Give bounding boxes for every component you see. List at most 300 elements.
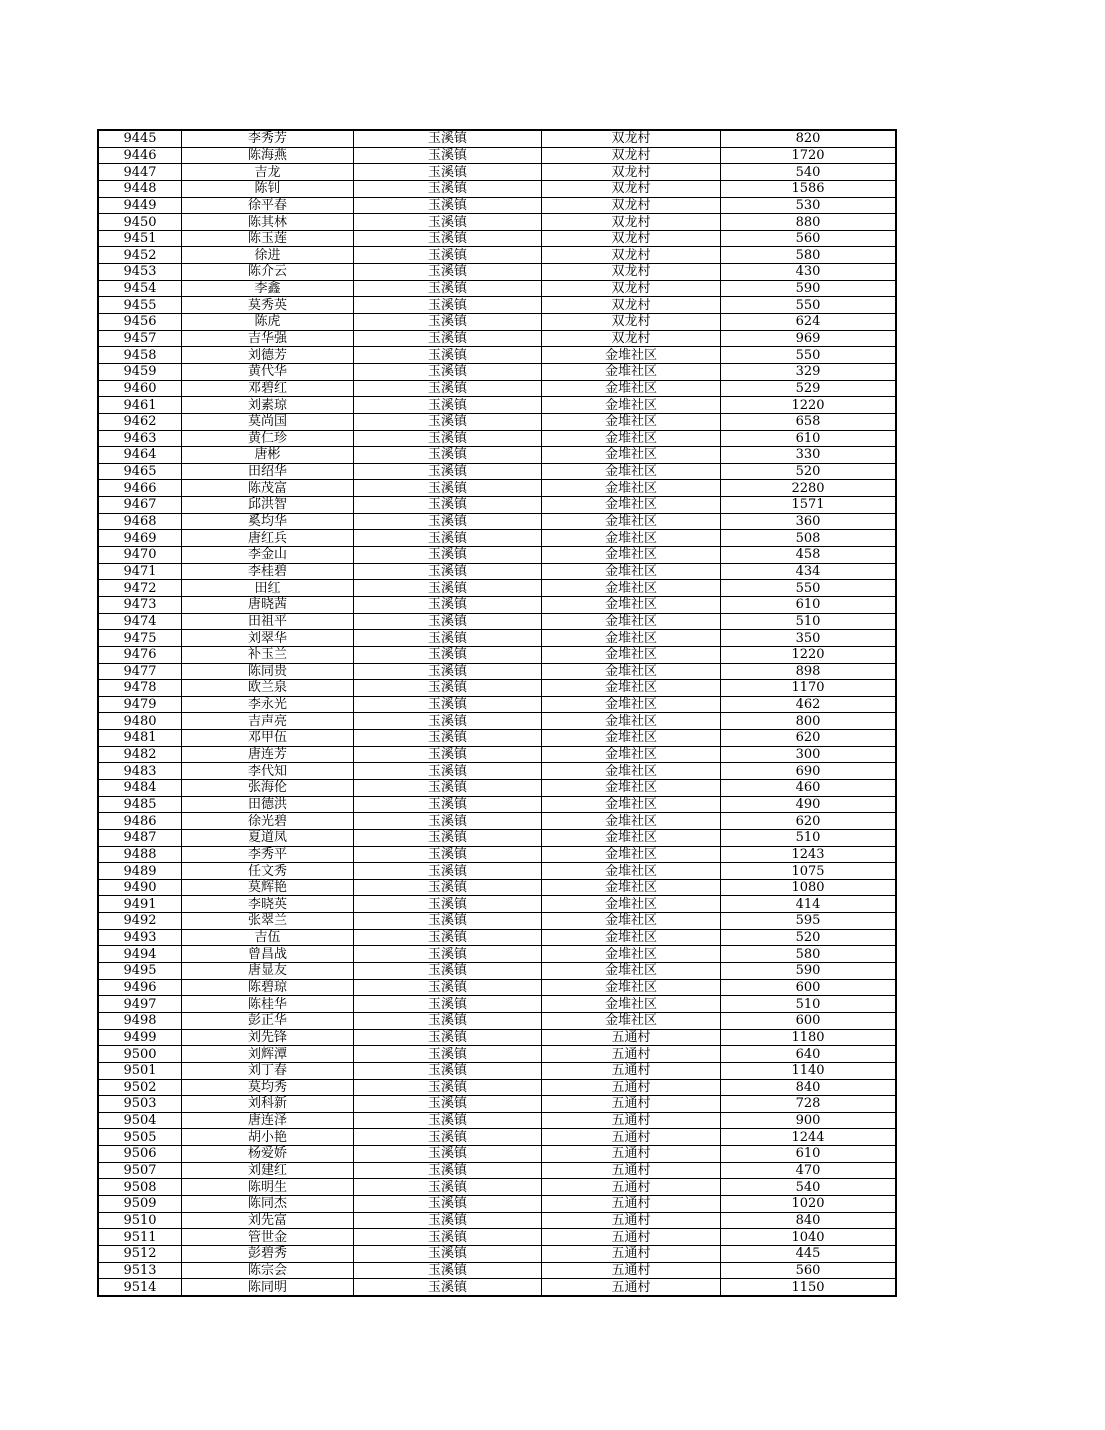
- village-cell: 双龙村: [542, 147, 721, 164]
- amount-cell: 969: [721, 330, 897, 347]
- table-row: [98, 946, 896, 963]
- name-cell: 陈同明: [182, 1279, 354, 1296]
- village-cell: 双龙村: [542, 164, 721, 181]
- table-row: [98, 896, 896, 913]
- row-number-cell: 9512: [98, 1245, 182, 1262]
- village-cell: 金堆社区: [542, 696, 721, 713]
- table-row: [98, 380, 896, 397]
- amount-cell: 1586: [721, 180, 897, 197]
- amount-cell: 510: [721, 829, 897, 846]
- town-cell: 玉溪镇: [354, 879, 542, 896]
- row-number-cell: 9492: [98, 913, 182, 930]
- amount-cell: 595: [721, 913, 897, 930]
- town-cell: 玉溪镇: [354, 896, 542, 913]
- name-cell: 陈明生: [182, 1179, 354, 1196]
- town-cell: 玉溪镇: [354, 563, 542, 580]
- amount-cell: 620: [721, 730, 897, 747]
- table-row: [98, 713, 896, 730]
- table-row: [98, 813, 896, 830]
- town-cell: 玉溪镇: [354, 996, 542, 1013]
- town-cell: 玉溪镇: [354, 646, 542, 663]
- name-cell: 吉龙: [182, 164, 354, 181]
- row-number-cell: 9484: [98, 779, 182, 796]
- name-cell: 陈茂富: [182, 480, 354, 497]
- table-row: [98, 280, 896, 297]
- name-cell: 刘丁春: [182, 1062, 354, 1079]
- row-number-cell: 9472: [98, 580, 182, 597]
- table-row: [98, 480, 896, 497]
- table-row: [98, 913, 896, 930]
- town-cell: 玉溪镇: [354, 413, 542, 430]
- table-row: [98, 979, 896, 996]
- village-cell: 金堆社区: [542, 863, 721, 880]
- row-number-cell: 9514: [98, 1279, 182, 1296]
- village-cell: 金堆社区: [542, 979, 721, 996]
- village-cell: 金堆社区: [542, 397, 721, 414]
- amount-cell: 728: [721, 1096, 897, 1113]
- table-row: [98, 563, 896, 580]
- name-cell: 杨爱娇: [182, 1146, 354, 1163]
- town-cell: 玉溪镇: [354, 214, 542, 231]
- village-cell: 金堆社区: [542, 913, 721, 930]
- name-cell: 刘先锋: [182, 1029, 354, 1046]
- row-number-cell: 9481: [98, 730, 182, 747]
- row-number-cell: 9469: [98, 530, 182, 547]
- table-row: [98, 1079, 896, 1096]
- table-row: [98, 363, 896, 380]
- name-cell: 李晓英: [182, 896, 354, 913]
- table-row: [98, 996, 896, 1013]
- table-row: [98, 430, 896, 447]
- village-cell: 五通村: [542, 1129, 721, 1146]
- village-cell: 五通村: [542, 1162, 721, 1179]
- village-cell: 金堆社区: [542, 730, 721, 747]
- row-number-cell: 9503: [98, 1096, 182, 1113]
- town-cell: 玉溪镇: [354, 1212, 542, 1229]
- village-cell: 金堆社区: [542, 713, 721, 730]
- table-row: [98, 463, 896, 480]
- row-number-cell: 9460: [98, 380, 182, 397]
- town-cell: 玉溪镇: [354, 763, 542, 780]
- town-cell: 玉溪镇: [354, 979, 542, 996]
- row-number-cell: 9474: [98, 613, 182, 630]
- row-number-cell: 9446: [98, 147, 182, 164]
- table-row: [98, 230, 896, 247]
- row-number-cell: 9508: [98, 1179, 182, 1196]
- name-cell: 彭正华: [182, 1012, 354, 1029]
- row-number-cell: 9499: [98, 1029, 182, 1046]
- row-number-cell: 9498: [98, 1012, 182, 1029]
- village-cell: 金堆社区: [542, 680, 721, 697]
- row-number-cell: 9467: [98, 497, 182, 514]
- name-cell: 夏道凤: [182, 829, 354, 846]
- town-cell: 玉溪镇: [354, 430, 542, 447]
- village-cell: 金堆社区: [542, 846, 721, 863]
- amount-cell: 540: [721, 1179, 897, 1196]
- name-cell: 李代知: [182, 763, 354, 780]
- town-cell: 玉溪镇: [354, 596, 542, 613]
- table-row: [98, 1062, 896, 1079]
- name-cell: 奚均华: [182, 513, 354, 530]
- table-row: [98, 863, 896, 880]
- row-number-cell: 9463: [98, 430, 182, 447]
- name-cell: 吉伍: [182, 929, 354, 946]
- name-cell: 李永光: [182, 696, 354, 713]
- village-cell: 双龙村: [542, 264, 721, 281]
- data-sheet: [97, 129, 897, 1297]
- village-cell: 金堆社区: [542, 413, 721, 430]
- town-cell: 玉溪镇: [354, 613, 542, 630]
- village-cell: 双龙村: [542, 197, 721, 214]
- table-row: [98, 1262, 896, 1279]
- village-cell: 金堆社区: [542, 530, 721, 547]
- town-cell: 玉溪镇: [354, 1012, 542, 1029]
- village-cell: 金堆社区: [542, 829, 721, 846]
- town-cell: 玉溪镇: [354, 680, 542, 697]
- name-cell: 李金山: [182, 547, 354, 564]
- amount-cell: 1080: [721, 879, 897, 896]
- name-cell: 李桂碧: [182, 563, 354, 580]
- village-cell: 金堆社区: [542, 746, 721, 763]
- town-cell: 玉溪镇: [354, 1062, 542, 1079]
- row-number-cell: 9449: [98, 197, 182, 214]
- table-row: [98, 347, 896, 364]
- row-number-cell: 9506: [98, 1146, 182, 1163]
- row-number-cell: 9479: [98, 696, 182, 713]
- table-row: [98, 297, 896, 314]
- amount-cell: 800: [721, 713, 897, 730]
- village-cell: 金堆社区: [542, 946, 721, 963]
- name-cell: 张海伦: [182, 779, 354, 796]
- amount-cell: 1075: [721, 863, 897, 880]
- town-cell: 玉溪镇: [354, 280, 542, 297]
- name-cell: 莫尚国: [182, 413, 354, 430]
- name-cell: 陈桂华: [182, 996, 354, 1013]
- name-cell: 陈同贵: [182, 663, 354, 680]
- town-cell: 玉溪镇: [354, 1146, 542, 1163]
- town-cell: 玉溪镇: [354, 347, 542, 364]
- table-row: [98, 330, 896, 347]
- amount-cell: 1140: [721, 1062, 897, 1079]
- town-cell: 玉溪镇: [354, 1079, 542, 1096]
- table-row: [98, 596, 896, 613]
- town-cell: 玉溪镇: [354, 463, 542, 480]
- amount-cell: 434: [721, 563, 897, 580]
- town-cell: 玉溪镇: [354, 929, 542, 946]
- row-number-cell: 9493: [98, 929, 182, 946]
- amount-cell: 1243: [721, 846, 897, 863]
- table-row: [98, 1229, 896, 1246]
- name-cell: 李秀芳: [182, 130, 354, 147]
- name-cell: 陈介云: [182, 264, 354, 281]
- row-number-cell: 9494: [98, 946, 182, 963]
- village-cell: 金堆社区: [542, 480, 721, 497]
- town-cell: 玉溪镇: [354, 1262, 542, 1279]
- row-number-cell: 9461: [98, 397, 182, 414]
- village-cell: 五通村: [542, 1262, 721, 1279]
- name-cell: 唐连泽: [182, 1112, 354, 1129]
- amount-cell: 600: [721, 979, 897, 996]
- row-number-cell: 9455: [98, 297, 182, 314]
- row-number-cell: 9473: [98, 596, 182, 613]
- row-number-cell: 9501: [98, 1062, 182, 1079]
- amount-cell: 1180: [721, 1029, 897, 1046]
- town-cell: 玉溪镇: [354, 696, 542, 713]
- amount-cell: 550: [721, 347, 897, 364]
- table-row: [98, 264, 896, 281]
- amount-cell: 1220: [721, 646, 897, 663]
- name-cell: 徐进: [182, 247, 354, 264]
- name-cell: 李秀平: [182, 846, 354, 863]
- name-cell: 刘辉潭: [182, 1046, 354, 1063]
- row-number-cell: 9471: [98, 563, 182, 580]
- village-cell: 双龙村: [542, 230, 721, 247]
- row-number-cell: 9477: [98, 663, 182, 680]
- town-cell: 玉溪镇: [354, 547, 542, 564]
- village-cell: 双龙村: [542, 280, 721, 297]
- amount-cell: 620: [721, 813, 897, 830]
- table-row: [98, 1129, 896, 1146]
- village-cell: 金堆社区: [542, 663, 721, 680]
- row-number-cell: 9458: [98, 347, 182, 364]
- row-number-cell: 9482: [98, 746, 182, 763]
- amount-cell: 1020: [721, 1196, 897, 1213]
- town-cell: 玉溪镇: [354, 913, 542, 930]
- table-row: [98, 1212, 896, 1229]
- amount-cell: 550: [721, 297, 897, 314]
- town-cell: 玉溪镇: [354, 1196, 542, 1213]
- town-cell: 玉溪镇: [354, 330, 542, 347]
- amount-cell: 520: [721, 929, 897, 946]
- amount-cell: 880: [721, 214, 897, 231]
- town-cell: 玉溪镇: [354, 397, 542, 414]
- row-number-cell: 9465: [98, 463, 182, 480]
- row-number-cell: 9491: [98, 896, 182, 913]
- town-cell: 玉溪镇: [354, 663, 542, 680]
- name-cell: 陈钊: [182, 180, 354, 197]
- town-cell: 玉溪镇: [354, 963, 542, 980]
- row-number-cell: 9478: [98, 680, 182, 697]
- row-number-cell: 9456: [98, 314, 182, 331]
- row-number-cell: 9459: [98, 363, 182, 380]
- name-cell: 张翠兰: [182, 913, 354, 930]
- row-number-cell: 9485: [98, 796, 182, 813]
- village-cell: 五通村: [542, 1229, 721, 1246]
- amount-cell: 462: [721, 696, 897, 713]
- row-number-cell: 9454: [98, 280, 182, 297]
- name-cell: 唐显友: [182, 963, 354, 980]
- name-cell: 陈其林: [182, 214, 354, 231]
- row-number-cell: 9466: [98, 480, 182, 497]
- town-cell: 玉溪镇: [354, 1179, 542, 1196]
- amount-cell: 540: [721, 164, 897, 181]
- amount-cell: 840: [721, 1079, 897, 1096]
- row-number-cell: 9500: [98, 1046, 182, 1063]
- name-cell: 李鑫: [182, 280, 354, 297]
- village-cell: 金堆社区: [542, 963, 721, 980]
- row-number-cell: 9502: [98, 1079, 182, 1096]
- town-cell: 玉溪镇: [354, 1162, 542, 1179]
- name-cell: 刘翠华: [182, 630, 354, 647]
- amount-cell: 840: [721, 1212, 897, 1229]
- amount-cell: 360: [721, 513, 897, 530]
- village-cell: 金堆社区: [542, 813, 721, 830]
- amount-cell: 580: [721, 247, 897, 264]
- amount-cell: 610: [721, 596, 897, 613]
- town-cell: 玉溪镇: [354, 580, 542, 597]
- table-row: [98, 680, 896, 697]
- table-row: [98, 497, 896, 514]
- amount-cell: 508: [721, 530, 897, 547]
- village-cell: 金堆社区: [542, 1012, 721, 1029]
- village-cell: 金堆社区: [542, 763, 721, 780]
- village-cell: 金堆社区: [542, 996, 721, 1013]
- name-cell: 吉华强: [182, 330, 354, 347]
- name-cell: 陈虎: [182, 314, 354, 331]
- records-table: [97, 129, 897, 1297]
- row-number-cell: 9452: [98, 247, 182, 264]
- table-row: [98, 779, 896, 796]
- village-cell: 金堆社区: [542, 363, 721, 380]
- row-number-cell: 9495: [98, 963, 182, 980]
- town-cell: 玉溪镇: [354, 779, 542, 796]
- table-row: [98, 1112, 896, 1129]
- town-cell: 玉溪镇: [354, 1245, 542, 1262]
- town-cell: 玉溪镇: [354, 447, 542, 464]
- table-row: [98, 130, 896, 147]
- village-cell: 五通村: [542, 1062, 721, 1079]
- village-cell: 金堆社区: [542, 380, 721, 397]
- table-row: [98, 197, 896, 214]
- town-cell: 玉溪镇: [354, 1046, 542, 1063]
- amount-cell: 900: [721, 1112, 897, 1129]
- row-number-cell: 9457: [98, 330, 182, 347]
- table-row: [98, 963, 896, 980]
- table-row: [98, 730, 896, 747]
- amount-cell: 490: [721, 796, 897, 813]
- table-row: [98, 164, 896, 181]
- town-cell: 玉溪镇: [354, 946, 542, 963]
- row-number-cell: 9490: [98, 879, 182, 896]
- amount-cell: 1040: [721, 1229, 897, 1246]
- table-row: [98, 1046, 896, 1063]
- amount-cell: 460: [721, 779, 897, 796]
- village-cell: 五通村: [542, 1146, 721, 1163]
- name-cell: 唐彬: [182, 447, 354, 464]
- town-cell: 玉溪镇: [354, 164, 542, 181]
- amount-cell: 1571: [721, 497, 897, 514]
- table-row: [98, 663, 896, 680]
- table-row: [98, 829, 896, 846]
- amount-cell: 350: [721, 630, 897, 647]
- village-cell: 金堆社区: [542, 779, 721, 796]
- town-cell: 玉溪镇: [354, 1279, 542, 1296]
- name-cell: 任文秀: [182, 863, 354, 880]
- town-cell: 玉溪镇: [354, 180, 542, 197]
- town-cell: 玉溪镇: [354, 630, 542, 647]
- amount-cell: 445: [721, 1245, 897, 1262]
- table-row: [98, 530, 896, 547]
- table-row: [98, 630, 896, 647]
- row-number-cell: 9464: [98, 447, 182, 464]
- row-number-cell: 9468: [98, 513, 182, 530]
- village-cell: 五通村: [542, 1179, 721, 1196]
- village-cell: 金堆社区: [542, 896, 721, 913]
- row-number-cell: 9450: [98, 214, 182, 231]
- amount-cell: 1720: [721, 147, 897, 164]
- name-cell: 唐红兵: [182, 530, 354, 547]
- town-cell: 玉溪镇: [354, 314, 542, 331]
- table-row: [98, 180, 896, 197]
- town-cell: 玉溪镇: [354, 863, 542, 880]
- row-number-cell: 9448: [98, 180, 182, 197]
- table-row: [98, 314, 896, 331]
- amount-cell: 470: [721, 1162, 897, 1179]
- amount-cell: 600: [721, 1012, 897, 1029]
- row-number-cell: 9505: [98, 1129, 182, 1146]
- town-cell: 玉溪镇: [354, 363, 542, 380]
- row-number-cell: 9445: [98, 130, 182, 147]
- table-row: [98, 879, 896, 896]
- table-row: [98, 447, 896, 464]
- village-cell: 金堆社区: [542, 563, 721, 580]
- table-row: [98, 247, 896, 264]
- row-number-cell: 9507: [98, 1162, 182, 1179]
- amount-cell: 590: [721, 280, 897, 297]
- row-number-cell: 9489: [98, 863, 182, 880]
- village-cell: 金堆社区: [542, 879, 721, 896]
- amount-cell: 510: [721, 996, 897, 1013]
- town-cell: 玉溪镇: [354, 513, 542, 530]
- amount-cell: 529: [721, 380, 897, 397]
- row-number-cell: 9496: [98, 979, 182, 996]
- amount-cell: 610: [721, 1146, 897, 1163]
- town-cell: 玉溪镇: [354, 130, 542, 147]
- village-cell: 五通村: [542, 1112, 721, 1129]
- row-number-cell: 9462: [98, 413, 182, 430]
- name-cell: 胡小艳: [182, 1129, 354, 1146]
- row-number-cell: 9447: [98, 164, 182, 181]
- village-cell: 五通村: [542, 1079, 721, 1096]
- row-number-cell: 9509: [98, 1196, 182, 1213]
- row-number-cell: 9480: [98, 713, 182, 730]
- town-cell: 玉溪镇: [354, 197, 542, 214]
- amount-cell: 1220: [721, 397, 897, 414]
- name-cell: 莫辉艳: [182, 879, 354, 896]
- village-cell: 五通村: [542, 1046, 721, 1063]
- village-cell: 五通村: [542, 1279, 721, 1296]
- amount-cell: 898: [721, 663, 897, 680]
- amount-cell: 690: [721, 763, 897, 780]
- village-cell: 双龙村: [542, 130, 721, 147]
- amount-cell: 550: [721, 580, 897, 597]
- table-row: [98, 1012, 896, 1029]
- amount-cell: 300: [721, 746, 897, 763]
- village-cell: 双龙村: [542, 247, 721, 264]
- amount-cell: 560: [721, 1262, 897, 1279]
- table-row: [98, 1245, 896, 1262]
- row-number-cell: 9470: [98, 547, 182, 564]
- village-cell: 金堆社区: [542, 463, 721, 480]
- name-cell: 欧兰泉: [182, 680, 354, 697]
- table-row: [98, 646, 896, 663]
- village-cell: 金堆社区: [542, 547, 721, 564]
- table-row: [98, 397, 896, 414]
- town-cell: 玉溪镇: [354, 796, 542, 813]
- name-cell: 田德洪: [182, 796, 354, 813]
- town-cell: 玉溪镇: [354, 730, 542, 747]
- village-cell: 双龙村: [542, 180, 721, 197]
